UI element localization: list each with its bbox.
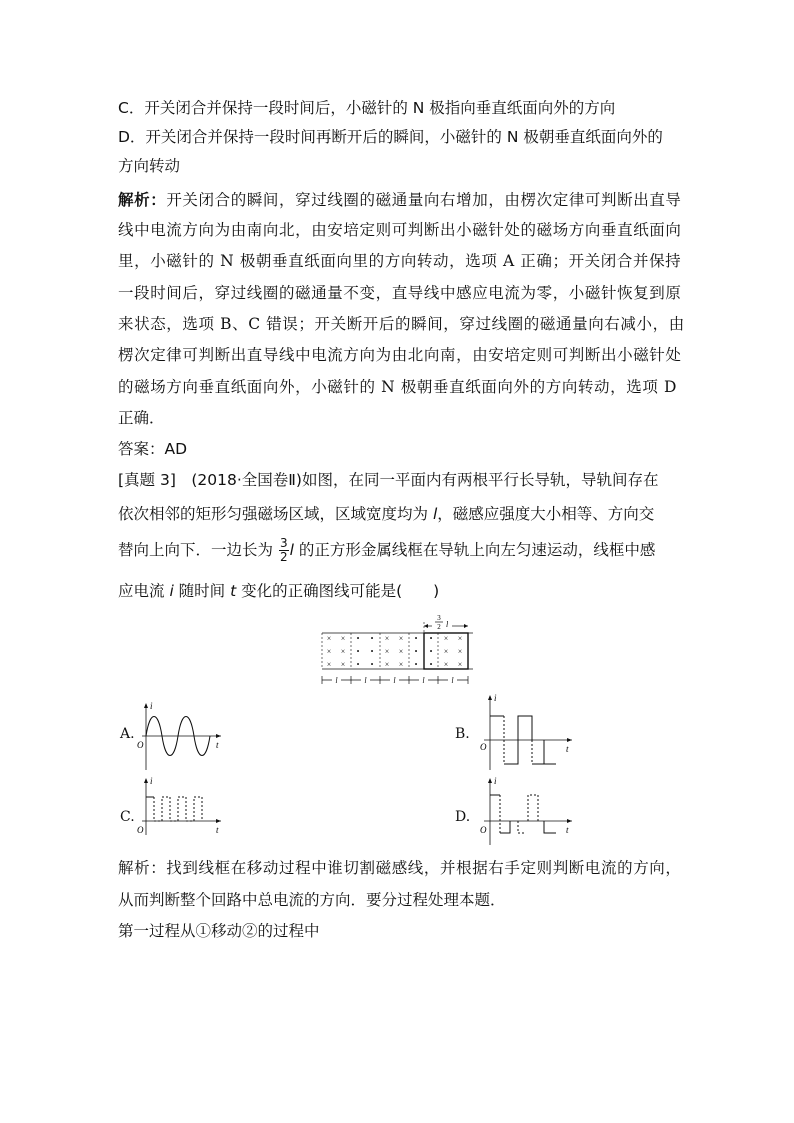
svg-text:×: ×	[443, 647, 449, 656]
svg-text:×: ×	[457, 660, 463, 669]
analysis1-line2: 线中电流方向为由南向北，由安培定则可判断出小磁针处的磁场方向垂直纸面向	[118, 221, 682, 239]
svg-text:×: ×	[457, 647, 463, 656]
svg-text:×: ×	[398, 660, 404, 669]
svg-text:×: ×	[398, 647, 404, 656]
graph-b-label: B.	[455, 726, 470, 742]
analysis1-line4: 一段时间后，穿过线圈的磁通量不变，直导线中感应电流为零，小磁针恢复到原	[118, 284, 682, 302]
svg-text:3: 3	[437, 614, 441, 622]
graph-d	[478, 775, 576, 847]
svg-text:t: t	[566, 825, 569, 835]
svg-text:i: i	[150, 701, 153, 711]
field-symbols	[327, 634, 463, 669]
analysis1-line8: 正确．	[118, 409, 165, 427]
graph-c	[136, 775, 226, 837]
svg-text:•: •	[429, 647, 433, 656]
svg-text:O: O	[137, 740, 144, 750]
svg-text:×: ×	[340, 647, 346, 656]
option-d-line2: 方向转动	[118, 157, 181, 175]
analysis2-line3: 第一过程从①移动②的过程中	[118, 922, 320, 940]
svg-text:l: l	[335, 676, 338, 685]
svg-text:×: ×	[384, 647, 390, 656]
option-d-line1: D．开关闭合并保持一段时间再断开后的瞬间，小磁针的 N 极朝垂直纸面向外的	[118, 128, 663, 146]
svg-text:O: O	[480, 742, 487, 752]
svg-text:×: ×	[384, 660, 390, 669]
svg-text:•: •	[356, 634, 360, 643]
svg-text:l: l	[451, 676, 454, 685]
svg-text:•: •	[370, 647, 374, 656]
svg-text:•: •	[414, 660, 418, 669]
graph-b	[478, 692, 576, 772]
graph-c-label: C.	[120, 809, 135, 825]
svg-text:•: •	[429, 634, 433, 643]
option-c: C．开关闭合并保持一段时间后，小磁针的 N 极指向垂直纸面向外的方向	[118, 99, 616, 117]
analysis2-line1: 解析：找到线框在移动过程中谁切割磁感线，并根据右手定则判断电流的方向，	[118, 859, 682, 877]
magnetic-field-figure	[318, 609, 478, 689]
svg-text:i: i	[150, 776, 153, 786]
svg-text:×: ×	[326, 647, 332, 656]
svg-text:•: •	[356, 647, 360, 656]
svg-text:t: t	[216, 825, 219, 835]
svg-text:×: ×	[326, 660, 332, 669]
problem-line1: [真题 3] (2018·全国卷Ⅱ)如图，在同一平面内有两根平行长导轨，导轨间存在	[118, 471, 659, 489]
graph-a-label: A.	[120, 726, 135, 742]
svg-text:O: O	[480, 825, 487, 835]
analysis1-line7: 的磁场方向垂直纸面向外，小磁针的 N 极朝垂直纸面向外的方向转动，选项 D	[118, 378, 677, 396]
fraction-3-2: $\frac{3}{2}$	[279, 536, 288, 564]
analysis1-line5: 来状态，选项 B、C 错误；开关断开后的瞬间，穿过线圈的磁通量向右减小，由	[118, 315, 685, 333]
problem-line4: 应电流 i 随时间 t 变化的正确图线可能是( )	[118, 582, 440, 600]
svg-text:×: ×	[384, 634, 390, 643]
svg-text:i: i	[494, 776, 497, 786]
svg-text:•: •	[429, 660, 433, 669]
analysis-label: 解析：	[118, 190, 167, 209]
svg-text:×: ×	[340, 634, 346, 643]
svg-text:t: t	[566, 744, 569, 754]
svg-text:•: •	[414, 647, 418, 656]
svg-text:•: •	[370, 634, 374, 643]
problem-line2: 依次相邻的矩形匀强磁场区域，区域宽度均为 l，磁感应强度大小相等、方向交	[118, 505, 655, 523]
svg-text:O: O	[137, 825, 144, 835]
svg-text:i: i	[494, 693, 497, 703]
answer: 答案：AD	[118, 440, 188, 458]
graph-a	[136, 700, 226, 772]
analysis1-line6: 楞次定律可判断出直导线中电流方向为由北向南，由安培定则可判断出小磁针处	[118, 346, 682, 364]
svg-text:l: l	[422, 676, 425, 685]
analysis1-line3: 里，小磁针的 N 极朝垂直纸面向里的方向转动，选项 A 正确；开关闭合并保持	[118, 252, 682, 270]
svg-text:•: •	[370, 660, 374, 669]
analysis2-line2: 从而判断整个回路中总电流的方向．要分过程处理本题．	[118, 891, 506, 909]
svg-text:×: ×	[443, 660, 449, 669]
svg-text:•: •	[356, 660, 360, 669]
svg-text:×: ×	[457, 634, 463, 643]
svg-text:×: ×	[443, 634, 449, 643]
svg-text:l: l	[393, 676, 396, 685]
svg-text:×: ×	[398, 634, 404, 643]
svg-text:2: 2	[437, 623, 441, 631]
analysis1-line1: 解析：开关闭合的瞬间，穿过线圈的磁通量向右增加，由楞次定律可判断出直导	[118, 190, 682, 209]
svg-text:×: ×	[340, 660, 346, 669]
svg-text:×: ×	[326, 634, 332, 643]
svg-text:t: t	[216, 740, 219, 750]
svg-text:l: l	[364, 676, 367, 685]
graph-d-label: D.	[455, 809, 471, 825]
svg-text:•: •	[414, 634, 418, 643]
problem-line3: 替向上向下．一边长为 $\frac{3}{2}$ l 的正方形金属线框在导轨上向左匀速运动，线框中感	[118, 536, 656, 564]
svg-text:l: l	[446, 620, 449, 629]
